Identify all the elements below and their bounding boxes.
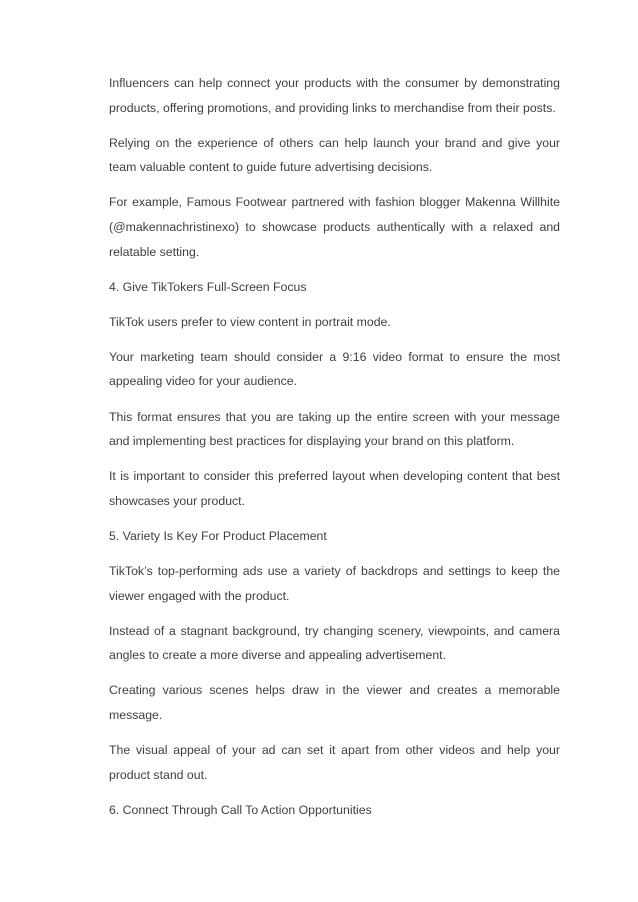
paragraph-format: Your marketing team should consider a 9:16 video format to ensure the most appealing video for your audience.: [109, 349, 560, 389]
paragraph-fullscreen: This format ensures that you are taking up the entire screen with your message and implementing best practices for displaying your brand on this platform.: [109, 409, 560, 449]
paragraph-relying: Relying on the experience of others can help launch your brand and give your team valuable content to guide future advertising decisions.: [109, 135, 560, 175]
paragraph-backdrops: TikTok’s top-performing ads use a variety of backdrops and settings to keep the viewer engaged with the product.: [109, 564, 560, 603]
paragraph-layout: It is important to consider this preferred layout when developing content that best showcases your product.: [109, 469, 560, 508]
paragraph-influencers: Influencers can help connect your products with the consumer by demonstrating products, offering promotions, and providing links to merchandise from their posts.: [109, 76, 560, 115]
paragraph-portrait: TikTok users prefer to view content in portrait mode.: [109, 314, 391, 329]
paragraph-visual-appeal: The visual appeal of your ad can set it apart from other videos and help your product stand out.: [109, 743, 560, 782]
section-heading-4: 4. Give TikTokers Full-Screen Focus: [109, 279, 307, 294]
section-heading-6: 6. Connect Through Call To Action Opportunities: [109, 802, 372, 817]
document-page: [109, 71, 560, 833]
section-heading-5: 5. Variety Is Key For Product Placement: [109, 528, 327, 543]
paragraph-scenery: Instead of a stagnant background, try changing scenery, viewpoints, and camera angles to create a more diverse and appealing advertisement.: [109, 623, 560, 663]
paragraph-example: For example, Famous Footwear partnered with fashion blogger Makenna Willhite (@makennachristinexo) to showcase products authentically with a relaxed and relatable setting.: [109, 195, 560, 259]
paragraph-scenes: Creating various scenes helps draw in the viewer and creates a memorable message.: [109, 683, 560, 722]
